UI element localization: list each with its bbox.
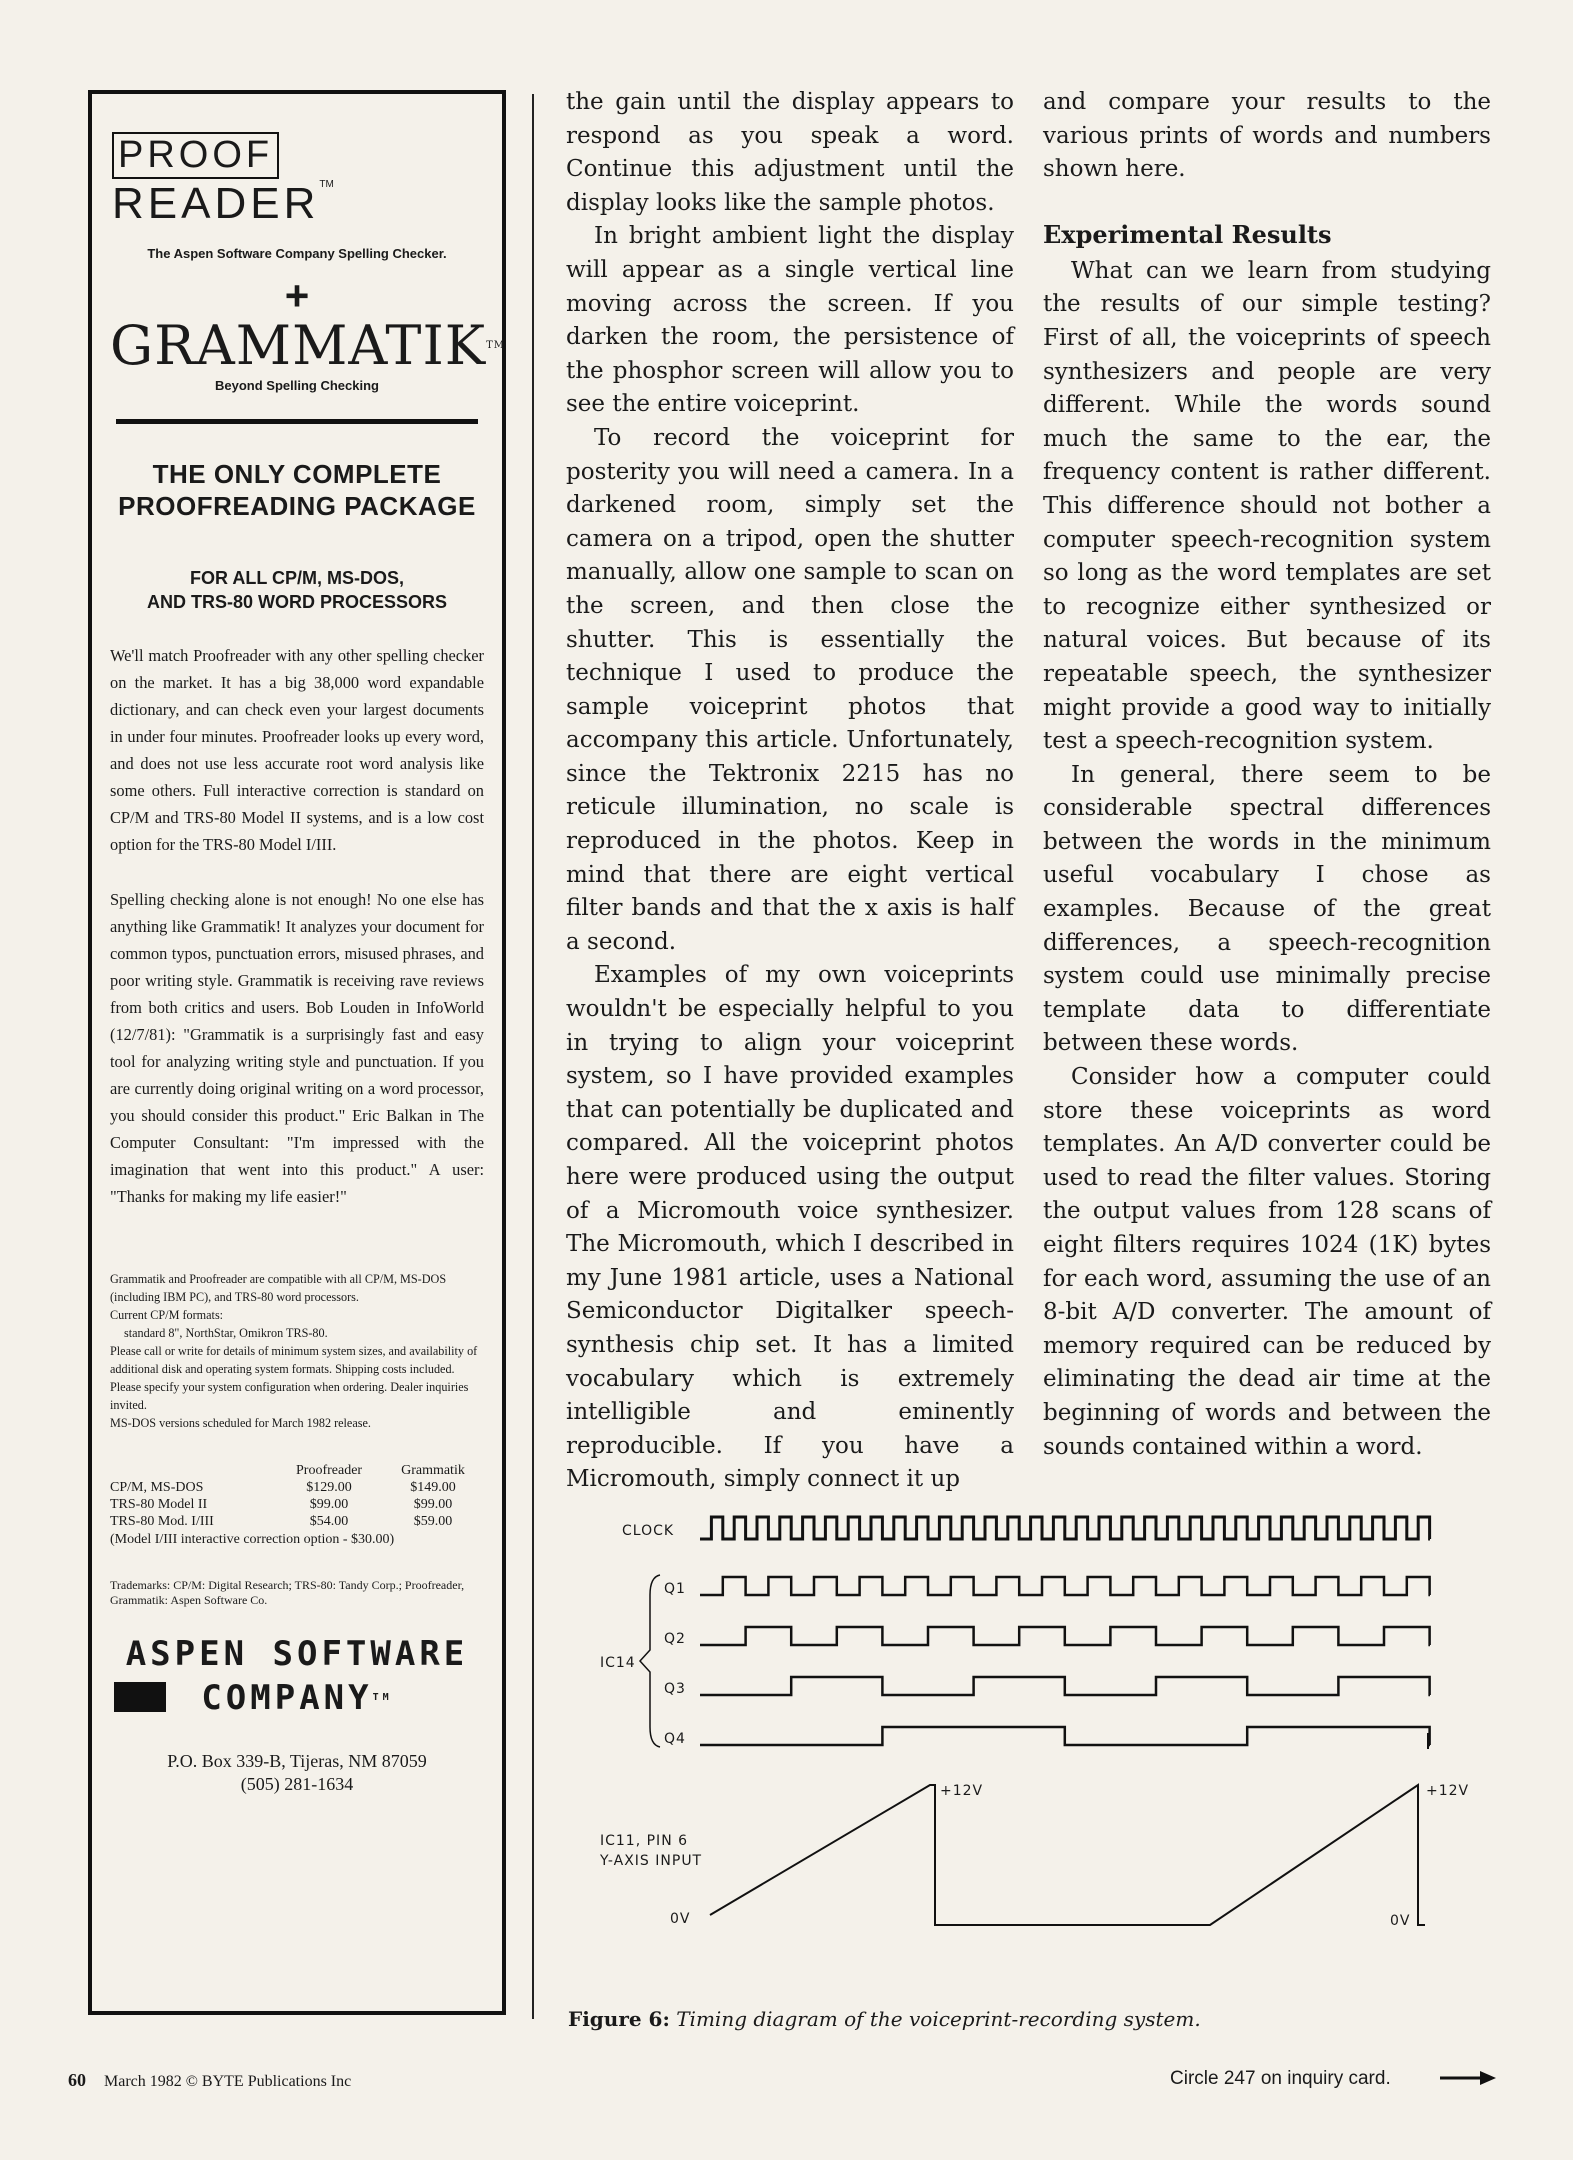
price-header-grammatik: Grammatik bbox=[401, 1463, 465, 1478]
zero-volt-label-2: 0V bbox=[1390, 1913, 1411, 1929]
ad-subheadline bbox=[110, 566, 484, 614]
option-note: (Model I/III interactive correction option - $30.00) bbox=[110, 1532, 395, 1547]
ad-headline-line-2: PROOFREADING PACKAGE bbox=[118, 491, 476, 521]
inquiry-note: Circle 247 on inquiry card. bbox=[1170, 2068, 1391, 2089]
plus-sign: + bbox=[284, 272, 310, 319]
company-address bbox=[110, 1750, 484, 1796]
page-number: 60 bbox=[68, 2070, 86, 2090]
q1-label: Q1 bbox=[664, 1581, 686, 1597]
article-paragraph: the gain until the display appears to respond as you speak a word. Continue this adjustment until the display looks like the sample photos. bbox=[566, 89, 1014, 216]
proofreader-logo-block bbox=[110, 106, 484, 276]
price-row bbox=[110, 1513, 484, 1530]
right-arrow-icon bbox=[1440, 2068, 1496, 2088]
ad-subheadline-line-1: FOR ALL CP/M, MS-DOS, bbox=[190, 568, 404, 588]
timing-diagram bbox=[600, 1505, 1480, 1975]
article-paragraph: In bright ambient light the display will appear as a single vertical line moving across the screen. If you darken the room, the persistence of the phosphor screen will allow you to see the entire voiceprint. bbox=[566, 223, 1014, 418]
grammatik-tm: TM bbox=[486, 340, 506, 351]
price-row bbox=[110, 1496, 484, 1513]
ad-subheadline-line-2: AND TRS-80 WORD PROCESSORS bbox=[146, 592, 448, 612]
price-grammatik: $99.00 bbox=[413, 1497, 453, 1512]
grammatik-logo bbox=[110, 314, 506, 377]
company-tm: TM bbox=[372, 1692, 393, 1703]
price-proofreader: $54.00 bbox=[309, 1514, 349, 1529]
y-axis-label: Y-AXIS INPUT bbox=[600, 1853, 703, 1869]
clock-label: CLOCK bbox=[622, 1523, 675, 1539]
advertisement bbox=[88, 90, 506, 2015]
q3-label: Q3 bbox=[664, 1681, 686, 1697]
ramp-waveform bbox=[710, 1785, 1425, 1925]
price-system: TRS-80 Model II bbox=[110, 1497, 208, 1512]
q2-waveform bbox=[700, 1627, 1430, 1645]
article-paragraph: What can we learn from studying the results of our simple testing? First of all, the voiceprints of speech synthesizers and people are very different. While the words sound much the same to the ear, the frequency content is rather different. This difference should not bother a computer speech-recognition system so long as the word templates are set to recognize either synthesized or natural voices. But because of its repeatable speech, the synthesizer might provide a good way to initially test a speech-recognition system. bbox=[1043, 257, 1491, 755]
price-proofreader: $99.00 bbox=[309, 1497, 349, 1512]
price-grammatik: $59.00 bbox=[413, 1514, 453, 1529]
price-grammatik: $149.00 bbox=[410, 1480, 456, 1495]
clock-waveform bbox=[700, 1517, 1430, 1539]
q4-waveform bbox=[700, 1727, 1430, 1745]
price-proofreader: $129.00 bbox=[306, 1480, 352, 1495]
article-paragraph: and compare your results to the various prints of words and numbers shown here. bbox=[1043, 89, 1491, 183]
proofreader-tm: TM bbox=[319, 179, 334, 190]
fine-print-compat: Grammatik and Proofreader are compatible with all CP/M, MS-DOS (including IBM PC), and TRS-80 word processors. bbox=[110, 1272, 447, 1304]
zero-volt-label-1: 0V bbox=[670, 1911, 691, 1927]
article-paragraph: In general, there seem to be considerable spectral differences between the words in the minimum useful vocabulary I chose as examples. Because of the great differences, a speech-recognition system could use minimally precise template data to differentiate between these words. bbox=[1043, 761, 1491, 1057]
ad-paragraph-proofreader: We'll match Proofreader with any other spelling checker on the market. It has a big 38,000 word expandable dictionary, and can check even your largest documents in under four minutes. Proofreader looks up every word, and does not use less accurate root word analysis like some others. Full interactive correction is standard on CP/M and TRS-80 Model II systems, and is a low cost option for the TRS-80 Model I/III. bbox=[110, 646, 484, 854]
fine-print-format-list: standard 8", NorthStar, Omikron TRS-80. bbox=[124, 1326, 328, 1340]
price-system: TRS-80 Mod. I/III bbox=[110, 1514, 214, 1529]
address-line: P.O. Box 339-B, Tijeras, NM 87059 bbox=[167, 1751, 427, 1771]
column-divider bbox=[532, 94, 534, 2019]
company-logo-line-2 bbox=[110, 1676, 484, 1720]
article-column-1 bbox=[566, 86, 1014, 1497]
page-footer bbox=[68, 2070, 351, 2091]
ad-rule bbox=[116, 419, 478, 424]
ad-fine-print bbox=[110, 1270, 484, 1432]
article-paragraph: To record the voiceprint for posterity you will need a camera. In a darkened room, simply set the camera on a tripod, open the shutter manually, allow one sample to scan on the screen, and then close the shutter. This is essentially the technique I used to produce the sample voiceprint photos that accompany this article. Unfortunately, since the Tektronix 2215 has no reticule illumination, no scale is reproduced in the photos. Keep in mind that there are eight vertical filter bands and that the x axis is half a second. bbox=[566, 424, 1014, 955]
company-logo-mark bbox=[114, 1682, 166, 1712]
phone-line: (505) 281-1634 bbox=[240, 1774, 354, 1794]
price-table bbox=[110, 1462, 484, 1530]
q3-waveform bbox=[700, 1677, 1430, 1695]
ad-paragraph-grammatik: Spelling checking alone is not enough! No one else has anything like Grammatik! It analyzes your document for common typos, punctuation errors, misused phrases, and poor writing style. Grammatik is receiving rave reviews from both critics and users. Bob Louden in InfoWorld (12/7/81): "Grammatik is a surprisingly fast and easy tool for analyzing writing style and punctuation. If you are currently doing original writing on a word processor, you should consider this product." Eric Balkan in The Computer Consultant: "I'm impressed with the imagination that went into this product." A user: "Thanks for making my life easier!" bbox=[110, 890, 484, 1206]
q2-label: Q2 bbox=[664, 1631, 686, 1647]
fine-print-details: Please call or write for details of minimum system sizes, and availability of additional disk and operating system formats. Shipping costs included. bbox=[110, 1344, 478, 1376]
figure-caption-text: Timing diagram of the voiceprint-recording system. bbox=[676, 2007, 1201, 2031]
grammatik-tagline: Beyond Spelling Checking bbox=[215, 378, 379, 393]
ad-headline bbox=[110, 458, 484, 522]
proofreader-logo-part-1: PROOF bbox=[112, 132, 279, 179]
ic14-label: IC14 bbox=[600, 1655, 636, 1671]
price-header-proofreader: Proofreader bbox=[296, 1463, 363, 1478]
ic11-label: IC11, PIN 6 bbox=[600, 1833, 689, 1849]
article-paragraph: Consider how a computer could store these voiceprints as word templates. An A/D converter could be used to read the filter values. Storing the output values from 128 scans of eight filters requires 1024 (1K) bytes for each word, assuming the use of an 8-bit A/D converter. The amount of memory required can be reduced by eliminating the dead air time at the beginning of words and between the sounds contained within a word. bbox=[1043, 1064, 1491, 1460]
q4-label: Q4 bbox=[664, 1731, 686, 1747]
plus-12v-label-2: +12V bbox=[1426, 1783, 1470, 1799]
fine-print-msdos: MS-DOS versions scheduled for March 1982 release. bbox=[110, 1416, 371, 1430]
ad-headline-line-1: THE ONLY COMPLETE bbox=[152, 459, 442, 489]
price-system: CP/M, MS-DOS bbox=[110, 1480, 204, 1495]
fine-print-ordering: Please specify your system configuration when ordering. Dealer inquiries invited. bbox=[110, 1380, 469, 1412]
timing-diagram-svg bbox=[600, 1505, 1480, 1975]
article-paragraph: Examples of my own voiceprints wouldn't be especially helpful to you in trying to align your voiceprint system, so I have provided examples that can potentially be duplicated and compared. All the voiceprint photos here were produced using the output of a Micromouth voice synthesizer. The Micromouth, which I described in my June 1981 article, uses a National Semiconductor Digitalker speech-synthesis chip set. It has a limited vocabulary which is extremely intelligible and eminently reproducible. If you have a Micromouth, simply connect it up bbox=[566, 962, 1014, 1493]
ic14-brace bbox=[640, 1575, 660, 1747]
q1-waveform bbox=[700, 1577, 1430, 1595]
proofreader-tagline: The Aspen Software Company Spelling Checker. bbox=[147, 246, 447, 261]
grammatik-logo-text: GRAMMATIK bbox=[110, 314, 487, 377]
price-header-row bbox=[110, 1462, 484, 1479]
trademarks-note: Trademarks: CP/M: Digital Research; TRS-80: Tandy Corp.; Proofreader, Grammatik: Aspen Software Co. bbox=[110, 1578, 465, 1607]
price-row bbox=[110, 1479, 484, 1496]
plus-12v-label-1: +12V bbox=[940, 1783, 984, 1799]
fine-print-formats: Current CP/M formats: bbox=[110, 1308, 224, 1322]
proofreader-logo-part-2: READER bbox=[112, 179, 320, 228]
publication-line: March 1982 © BYTE Publications Inc bbox=[104, 2073, 352, 2090]
company-logo-text: COMPANY bbox=[201, 1678, 373, 1718]
price-header-blank bbox=[110, 1462, 276, 1479]
figure-caption-label: Figure 6: bbox=[568, 2007, 670, 2031]
figure-caption bbox=[568, 2007, 1201, 2031]
company-logo-line-1: ASPEN SOFTWARE bbox=[125, 1634, 469, 1674]
article-column-2 bbox=[1043, 86, 1491, 1464]
section-heading: Experimental Results bbox=[1043, 219, 1332, 249]
proofreader-logo bbox=[112, 132, 484, 229]
